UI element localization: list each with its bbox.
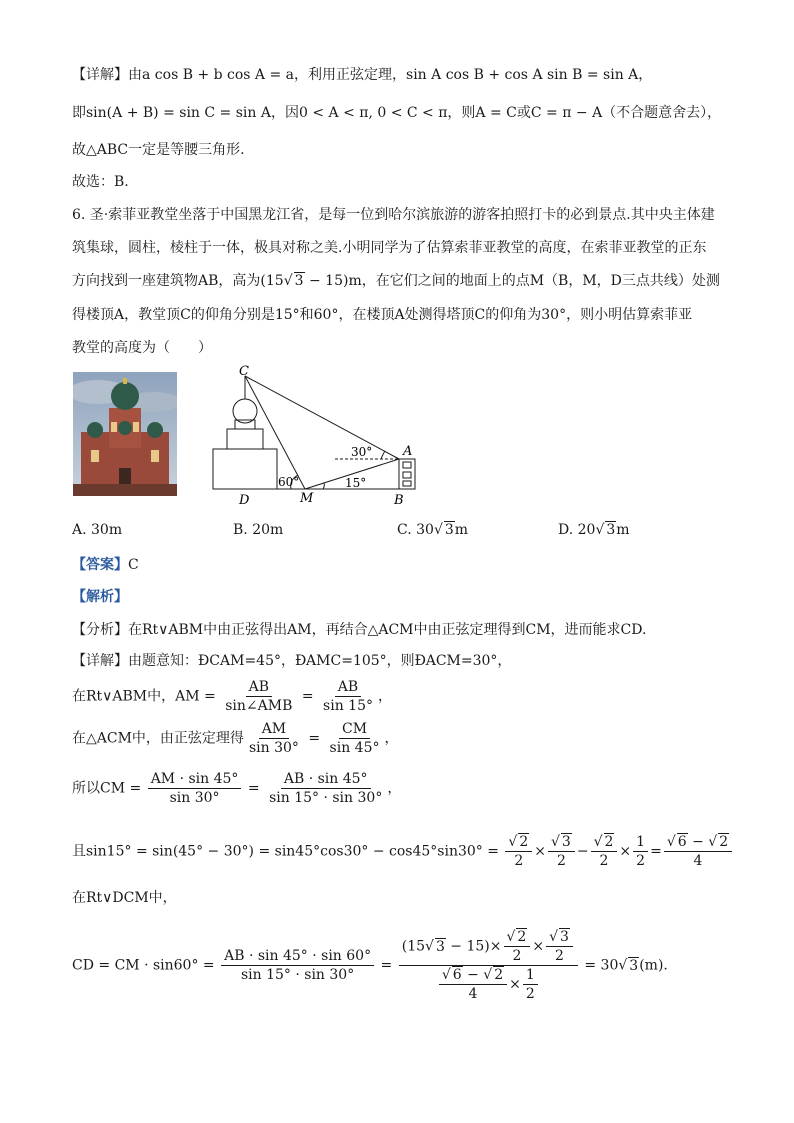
detail-line: 【详解】由题意知：ÐCAM=45°，ÐAMC=105°，则ÐACM=30°， xyxy=(72,653,512,669)
cathedral-photo xyxy=(73,372,177,496)
equation-cd: CD = CM · sin60° = $\frac{AB \cdot \sin 45^\circ \cdot \sin 60^\circ}{\sin 15^\circ \cdot \sin 30^\circ}$ = (15√ 3 − 15)× $\frac{√ 2}{2}$ × $\frac{√ 3}{2}$ $\frac{√ 6 - √ 2}{4}$ × $\frac{1}{2}$ = 30√ 3(m). xyxy=(72,929,668,1002)
angle-30-label: 30° xyxy=(351,445,373,459)
geometry-diagram xyxy=(205,362,425,508)
question-6-line-3: 方向找到一座建筑物AB，高为(15√ 3 − 15)m，在它们之间的地面上的点M（B，M，D三点共线）处测 xyxy=(72,273,720,289)
choice-line: 故选：B. xyxy=(72,174,129,190)
answer-options xyxy=(72,519,732,541)
answer-line: 【答案】C xyxy=(72,557,139,573)
question-6-line-5: 教堂的高度为（ ） xyxy=(72,340,212,356)
option-d: D. 20√ 3m xyxy=(558,522,630,538)
equation-sine-law: 在△ACM中，由正弦定理得 $\frac{AM}{\sin 30^\circ}$ = $\frac{CM}{\sin 45^\circ}$ ， xyxy=(72,721,399,756)
point-a-label: A xyxy=(403,444,413,459)
point-c-label: C xyxy=(239,364,249,379)
equation-sin15: 且sin15° = sin(45° − 30°) = sin45°cos30° − cos45°sin30° = $\frac{√ 2}{2}$ × $\frac{√ 3}{2}$ − $\frac{√ 2}{2}$ × $\frac{1}{2}$ = $\frac{√ 6 - √ 2}{4}$ xyxy=(72,833,734,870)
equation-am: 在Rt∨ABM中，AM = $\frac{AB}{\text{sin∠AMB}}$ = $\frac{AB}{\sin 15^\circ}$ ， xyxy=(72,679,392,714)
option-c: C. 30√ 3m xyxy=(397,522,469,538)
question-6-line-2: 筑集球，圆柱，棱柱于一体，极具对称之美.小明同学为了估算索菲亚教堂的高度，在索菲亚教堂的正东 xyxy=(72,240,707,256)
option-a: A. 30m xyxy=(72,522,123,538)
point-m-label: M xyxy=(300,491,314,506)
solution-line-3: 故△ABC一定是等腰三角形. xyxy=(72,142,245,158)
question-6-line-1: 6. 圣·索菲亚教堂坐落于中国黑龙江省，是每一位到哈尔滨旅游的游客拍照打卡的必到景点.其中央主体建 xyxy=(72,207,715,223)
equation-cm: 所以CM = $\frac{AM \cdot \sin 45^\circ}{\sin 30^\circ}$ = $\frac{AB \cdot \sin 45^\circ}{\sin 15^\circ \cdot \sin 30^\circ}$ ， xyxy=(72,771,402,806)
point-b-label: B xyxy=(394,493,404,508)
analysis-line: 【分析】在Rt∨ABM中由正弦得出AM，再结合△ACM中由正弦定理得到CM，进而能求CD. xyxy=(72,622,647,638)
point-d-label: D xyxy=(239,493,250,508)
angle-60-label: 60° xyxy=(278,475,300,489)
right-triangle-dcm-line: 在Rt∨DCM中， xyxy=(72,890,177,906)
option-b: B. 20m xyxy=(233,522,284,538)
solution-line-1: 【详解】由a cos B + b cos A = a，利用正弦定理，sin A cos B + cos A sin B = sin A， xyxy=(72,67,653,83)
solution-line-2: 即sin(A + B) = sin C = sin A，因0 < A < π, 0 < C < π，则A = C或C = π − A（不合题意舍去）， xyxy=(72,105,722,121)
angle-15-label: 15° xyxy=(345,476,367,490)
analysis-heading: 【解析】 xyxy=(72,589,128,605)
question-6-line-4: 得楼顶A，教堂顶C的仰角分别是15°和60°，在楼顶A处测得塔顶C的仰角为30°，则小明估算索菲亚 xyxy=(72,307,693,323)
